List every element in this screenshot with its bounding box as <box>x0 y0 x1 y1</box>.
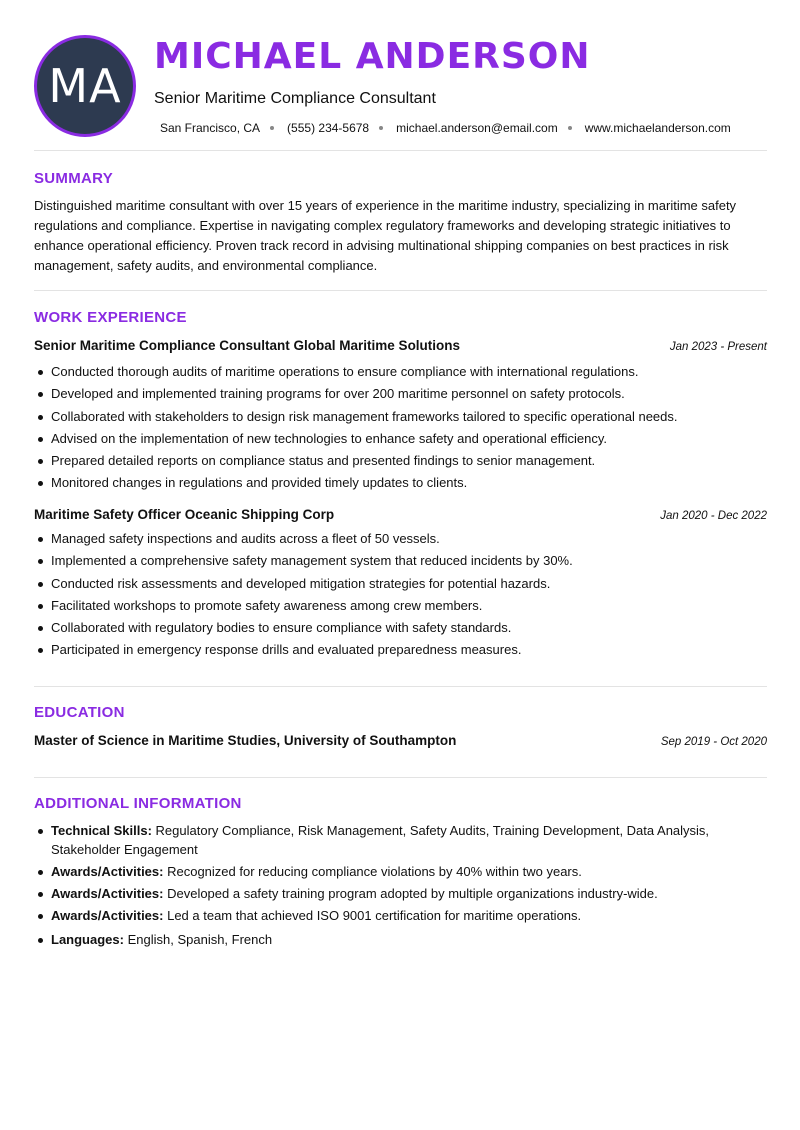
list-item: Developed and implemented training programs for over 200 maritime personnel on safety protocols. <box>34 383 767 405</box>
item-text: Developed a safety training program adopted by multiple organizations industry-wide. <box>167 886 658 901</box>
list-item: Conducted risk assessments and developed mitigation strategies for potential hazards. <box>34 573 767 595</box>
education-heading: EDUCATION <box>34 704 125 721</box>
item-label: Awards/Activities: <box>51 886 164 901</box>
item-label: Awards/Activities: <box>51 864 164 879</box>
separator-dot <box>379 126 383 130</box>
divider <box>34 150 767 151</box>
job-bullets <box>34 361 767 495</box>
list-item: Managed safety inspections and audits across a fleet of 50 vessels. <box>34 528 767 550</box>
additional-heading: ADDITIONAL INFORMATION <box>34 795 242 812</box>
list-item <box>34 862 767 881</box>
education-entry <box>34 733 767 748</box>
list-item <box>34 930 767 949</box>
separator-dot <box>568 126 572 130</box>
contact-website[interactable]: www.michaelanderson.com <box>584 121 731 135</box>
degree: Master of Science in Maritime Studies, University of Southampton <box>34 733 457 748</box>
job-title: Senior Maritime Compliance Consultant <box>154 90 436 107</box>
summary-heading: SUMMARY <box>34 170 114 187</box>
job-header <box>34 338 767 353</box>
job-date: Jan 2023 - Present <box>669 341 767 353</box>
list-item: Advised on the implementation of new technologies to enhance safety and operational efficiency. <box>34 428 767 450</box>
list-item: Participated in emergency response drills and evaluated preparedness measures. <box>34 639 767 661</box>
item-text: English, Spanish, French <box>127 932 273 947</box>
job-bullets <box>34 528 767 662</box>
list-item: Collaborated with regulatory bodies to ensure compliance with safety standards. <box>34 617 767 639</box>
summary-text: Distinguished maritime consultant with over 15 years of experience in the maritime industry, specializing in maritime safety regulations and compliance. Expertise in navigating complex regulatory frameworks and developing strategic initiatives to enhance operational efficiency. Proven track record in advising multinational shipping companies on best practices in risk management, safety audits, and environmental compliance. <box>34 198 737 273</box>
list-item: Conducted thorough audits of maritime operations to ensure compliance with international regulations. <box>34 361 767 383</box>
list-item: Monitored changes in regulations and provided timely updates to clients. <box>34 472 767 494</box>
contact-email[interactable]: michael.anderson@email.com <box>396 121 558 135</box>
item-text: Regulatory Compliance, Risk Management, Safety Audits, Training Development, Data Analysis, Stakeholder Engagement <box>51 823 710 857</box>
divider <box>34 290 767 291</box>
contact-line <box>160 121 731 135</box>
list-item <box>34 906 767 925</box>
list-item <box>34 821 767 859</box>
experience-heading: WORK EXPERIENCE <box>34 309 187 326</box>
job-role: Maritime Safety Officer Oceanic Shipping Corp <box>34 507 335 522</box>
job-date: Jan 2020 - Dec 2022 <box>660 510 767 522</box>
education-date: Sep 2019 - Oct 2020 <box>660 736 767 748</box>
item-label: Languages: <box>51 932 124 947</box>
contact-location: San Francisco, CA <box>160 121 261 135</box>
list-item: Implemented a comprehensive safety management system that reduced incidents by 30%. <box>34 550 767 572</box>
divider <box>34 686 767 687</box>
list-item <box>34 884 767 903</box>
list-item: Collaborated with stakeholders to design risk management frameworks tailored to specific operational needs. <box>34 406 767 428</box>
item-text: Led a team that achieved ISO 9001 certification for maritime operations. <box>167 908 582 923</box>
list-item: Facilitated workshops to promote safety awareness among crew members. <box>34 595 767 617</box>
contact-phone: (555) 234-5678 <box>287 121 370 135</box>
item-text: Recognized for reducing compliance violations by 40% within two years. <box>167 864 582 879</box>
list-item: Prepared detailed reports on compliance status and presented findings to senior management. <box>34 450 767 472</box>
avatar <box>34 35 136 137</box>
job-role: Senior Maritime Compliance Consultant Global Maritime Solutions <box>34 338 461 353</box>
item-label: Technical Skills: <box>51 823 152 838</box>
item-label: Awards/Activities: <box>51 908 164 923</box>
additional-list <box>34 821 767 952</box>
avatar-initials: MA <box>48 59 122 113</box>
job-header <box>34 507 767 522</box>
candidate-name: MICHAEL ANDERSON <box>154 36 591 77</box>
divider <box>34 777 767 778</box>
separator-dot <box>270 126 274 130</box>
